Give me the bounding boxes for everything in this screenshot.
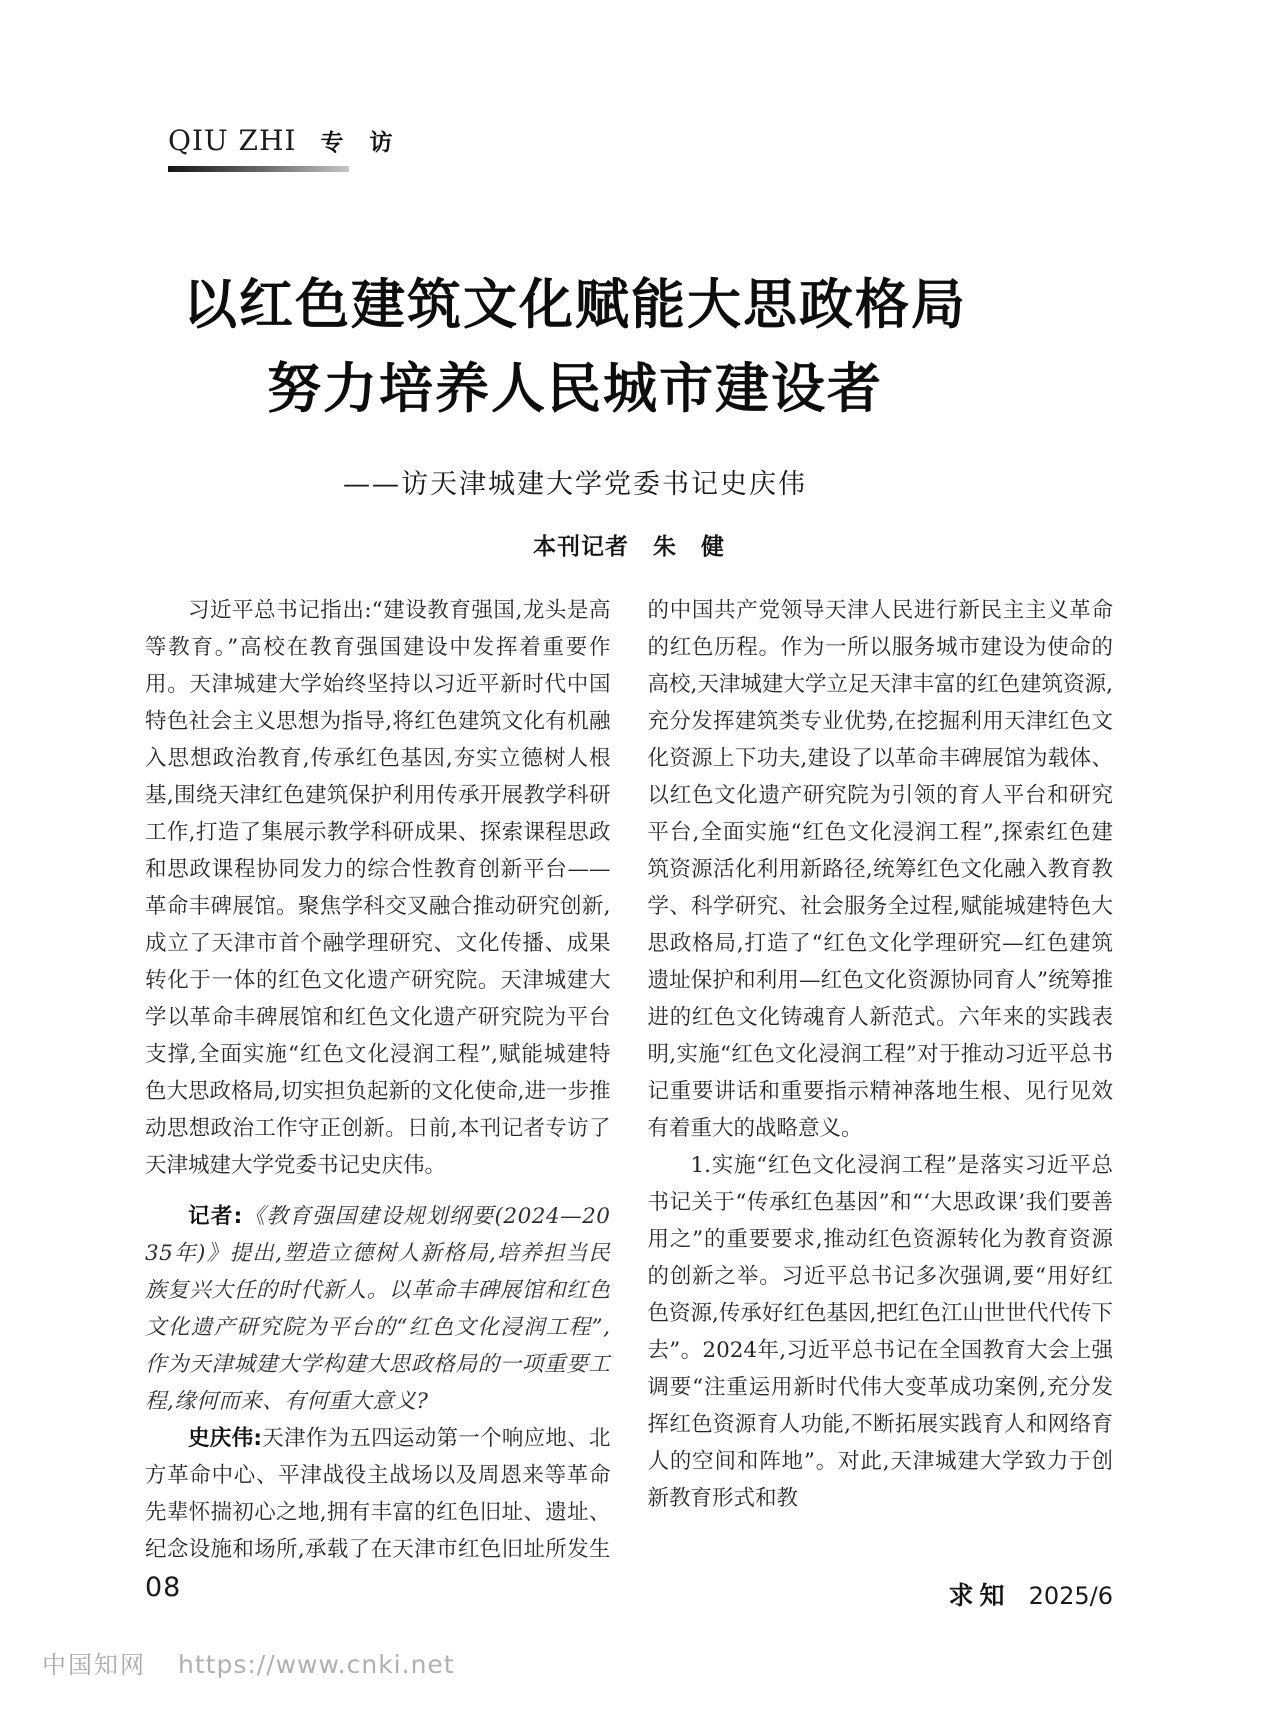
page-number: 08 — [145, 1572, 182, 1603]
article-title-block — [91, 262, 1059, 501]
article-subtitle: ——访天津城建大学党委书记史庆伟 — [343, 469, 807, 500]
section-label: 专访 — [320, 130, 419, 156]
qiuzhi-logo: QIU ZHI — [168, 124, 297, 157]
article-title-line-2: 努力培养人民城市建设者 — [267, 356, 883, 420]
issue-label: 2025/6 — [1028, 1582, 1113, 1610]
article-title-line-1: 以红色建筑文化赋能大思政格局 — [183, 272, 967, 336]
speaker-label: 记者: — [188, 1204, 243, 1229]
paragraph: 1.实施“红色文化浸润工程”是落实习近平总书记关于“传承红色基因”和“‘大思政课’我们要善用之”的重要要求,推动红色资源转化为教育资源的创新之举。习近平总书记多次强调,要“用好红色资源,传承好红色基因,把红色江山世世代代传下去”。2024年,习近平总书记在全国教育大会上强调要“注重运用新时代伟大变革成功案例,充分发挥红色资源育人功能,不断拓展实践育人和网络育人的空间和阵地”。对此,天津城建大学致力于创新教育形式和教 — [647, 1153, 1113, 1511]
paragraph: 记者:《教育强国建设规划纲要(2024—2035年)》提出,塑造立德树人新格局,培养担当民族复兴大任的时代新人。以革命丰碑展馆和红色文化遗产研究院为平台的“红色文化浸润工程”,作为天津城建大学构建大思政格局的一项重要工程,缘何而来、有何重大意义? — [145, 1204, 611, 1414]
footer-journal-info — [949, 1576, 1113, 1612]
speaker-label: 史庆伟: — [188, 1426, 262, 1451]
cnki-watermark — [42, 1645, 455, 1680]
article-byline: 本刊记者 朱 健 — [533, 534, 725, 560]
header-gradient-rule — [168, 166, 349, 172]
page-header — [168, 124, 418, 172]
paragraph: 史庆伟:天津作为五四运动第一个响应地、北方革命中心、平津战役主战场以及周恩来等革命先辈怀揣初心之地,拥有丰富的红色旧址、遗址、纪念设施和场所,承载了在天津市红色旧址所发生的中国共产党领导天津人民进行新民主主义革命的红色历程。作为一所以服务城市建设为使命的高校,天津城建大学立足天津丰富的红色建筑资源,充分发挥建筑类专业优势,在挖掘利用天津红色文化资源上下功夫,建设了以革命丰碑展馆为载体、以红色文化遗产研究院为引领的育人平台和研究平台,全面实施“红色文化浸润工程”,探索红色建筑资源活化利用新路径,统筹红色文化融入教育教学、科学研究、社会服务全过程,赋能城建特色大思政格局,打造了“红色文化学理研究—红色建筑遗址保护和利用—红色文化资源协同育人”统筹推进的红色文化铸魂育人新范式。六年来的实践表明,实施“红色文化浸润工程”对于推动习近平总书记重要讲话和重要指示精神落地生根、见行见效有着重大的战略意义。 — [145, 598, 1113, 1562]
paragraph: 习近平总书记指出:“建设教育强国,龙头是高等教育。”高校在教育强国建设中发挥着重要作用。天津城建大学始终坚持以习近平新时代中国特色社会主义思想为指导,将红色建筑文化有机融入思想政治教育,传承红色基因,夯实立德树人根基,围绕天津红色建筑保护利用传承开展教学科研工作,打造了集展示教学科研成果、探索课程思政和思政课程协同发力的综合性教育创新平台——革命丰碑展馆。聚焦学科交叉融合推动研究创新,成立了天津市首个融学理研究、文化传播、成果转化于一体的红色文化遗产研究院。天津城建大学以革命丰碑展馆和红色文化遗产研究院为平台支撑,全面实施“红色文化浸润工程”,赋能城建特色大思政格局,切实担负起新的文化使命,进一步推动思想政治工作守正创新。日前,本刊记者专访了天津城建大学党委书记史庆伟。 — [145, 598, 611, 1178]
cnki-site-name: 中国知网 — [42, 1651, 146, 1679]
journal-name: 求知 — [948, 1581, 1011, 1610]
article-body — [145, 592, 1113, 1592]
cnki-url: https://www.cnki.net — [178, 1650, 455, 1679]
